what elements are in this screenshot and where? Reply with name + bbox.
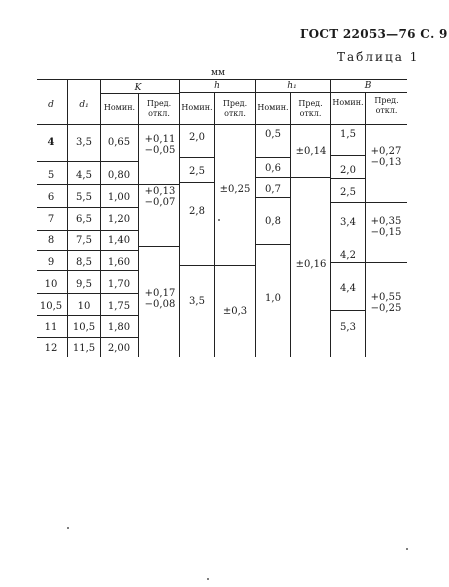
col-header-h: h [214, 81, 220, 91]
h1-nominal: 0,7 [265, 184, 281, 195]
col-header-h-nominal: Номин. [181, 103, 213, 112]
h-nominal: 2,0 [189, 132, 205, 143]
row-rule [37, 315, 138, 316]
cell-K: 1,75 [107, 301, 131, 312]
col-header-h1-tolerance: Пред. откл. [298, 99, 323, 118]
cell-K: 1,00 [107, 192, 131, 203]
h1-nominal: 0,6 [265, 163, 281, 174]
cell-K: 1,70 [107, 279, 131, 290]
cell-d: 9 [47, 257, 55, 268]
cell-d1: 8,5 [76, 257, 92, 268]
cell-K: 0,65 [107, 137, 131, 148]
header-bottom-rule [37, 124, 407, 125]
h1-rule [256, 244, 290, 245]
K-tolerance: +0,17 −0,08 [144, 288, 176, 310]
h1-tol-rule [291, 177, 330, 178]
subheader-rule-K [100, 93, 179, 94]
col-header-K-tolerance: Пред. откл. [146, 99, 172, 118]
col-header-K: K [134, 83, 142, 93]
cell-d1: 9,5 [76, 279, 92, 290]
K-group-rule [139, 184, 179, 185]
cell-d: 8 [47, 235, 55, 246]
B-rule [331, 178, 365, 179]
cell-d: 10,5 [39, 301, 63, 312]
subheader-rule-B [331, 92, 407, 93]
B-tolerance: +0,55 −0,25 [370, 292, 402, 314]
cell-d1: 10,5 [72, 322, 96, 333]
B-rule [331, 262, 407, 263]
col-header-h1-nominal: Номин. [257, 103, 289, 112]
row-rule [37, 161, 138, 162]
cell-d: 6 [47, 192, 55, 203]
B-rule [331, 202, 407, 203]
B-nominal: 4,4 [340, 283, 356, 294]
cell-d: 7 [47, 214, 55, 225]
col-divider [179, 79, 180, 357]
table-title: Таблица 1 [337, 50, 420, 64]
cell-K: 0,80 [107, 170, 131, 181]
scan-speck [207, 578, 209, 580]
h-nominal: 2,8 [189, 206, 205, 217]
h-nominal: 3,5 [189, 296, 205, 307]
cell-K: 2,00 [107, 343, 131, 354]
subheader-rule-h [180, 92, 255, 93]
table-top-rule [37, 79, 407, 80]
h-rule [180, 157, 214, 158]
col-header-h-tolerance: Пред. откл. [222, 99, 248, 118]
page-header: ГОСТ 22053—76 С. 9 [300, 27, 448, 41]
cell-d1: 10 [77, 301, 91, 312]
h-nominal: 2,5 [189, 166, 205, 177]
B-nominal: 3,4 [340, 217, 356, 228]
K-tolerance: +0,11 −0,05 [144, 134, 176, 156]
subheader-rule-h1 [256, 92, 330, 93]
h1-rule [256, 197, 290, 198]
cell-K: 1,60 [107, 257, 131, 268]
col-header-B-nominal: Номин. [332, 98, 364, 107]
cell-K: 1,40 [107, 235, 131, 246]
cell-d1: 5,5 [76, 192, 92, 203]
row-rule [37, 293, 138, 294]
row-rule [37, 250, 138, 251]
h-tolerance: ±0,3 [222, 306, 248, 317]
scan-speck [67, 527, 69, 529]
cell-K: 1,80 [107, 322, 131, 333]
cell-d1: 4,5 [76, 170, 92, 181]
h1-tolerance: ±0,14 [295, 146, 327, 157]
h1-nominal: 0,8 [265, 216, 281, 227]
col-header-B-tolerance: Пред. откл. [374, 96, 399, 115]
cell-d1: 7,5 [76, 235, 92, 246]
col-divider [138, 93, 139, 357]
h-tolerance: ±0,25 [219, 184, 251, 195]
col-header-h1: h₁ [287, 81, 297, 91]
cell-d: 11 [44, 322, 58, 333]
h1-rule [256, 157, 290, 158]
col-header-K-nominal: Номин. [103, 103, 136, 112]
B-nominal: 4,2 [340, 250, 356, 261]
B-tolerance: +0,35 −0,15 [370, 216, 402, 238]
col-header-d: d [48, 100, 54, 110]
B-nominal: 5,3 [340, 322, 356, 333]
h1-nominal: 1,0 [265, 293, 281, 304]
B-rule [331, 310, 365, 311]
h-rule [180, 265, 255, 266]
col-header-B: B [364, 81, 372, 91]
cell-d1: 3,5 [76, 137, 92, 148]
B-nominal: 2,5 [340, 187, 356, 198]
h1-rule [256, 177, 290, 178]
row-rule [37, 337, 138, 338]
cell-d: 4 [47, 137, 55, 148]
h1-tolerance: ±0,16 [295, 259, 327, 270]
col-header-d1: d₁ [79, 100, 89, 110]
cell-d: 5 [47, 170, 55, 181]
cell-d: 10 [44, 279, 58, 290]
scan-speck [406, 548, 408, 550]
K-tolerance: +0,13 −0,07 [144, 186, 176, 208]
B-tolerance: +0,27 −0,13 [370, 146, 402, 168]
h1-nominal: 0,5 [265, 129, 281, 140]
B-nominal: 1,5 [340, 129, 356, 140]
B-nominal: 2,0 [340, 165, 356, 176]
scan-speck [218, 219, 220, 221]
K-group-rule [139, 246, 179, 247]
row-rule [37, 270, 138, 271]
B-rule [331, 155, 365, 156]
cell-d1: 11,5 [72, 343, 96, 354]
cell-K: 1,20 [107, 214, 131, 225]
row-rule [37, 207, 138, 208]
cell-d1: 6,5 [76, 214, 92, 225]
row-rule [37, 184, 138, 185]
cell-d: 12 [44, 343, 58, 354]
unit-label: мм [211, 68, 226, 78]
h-rule [180, 182, 214, 183]
row-rule [37, 230, 138, 231]
